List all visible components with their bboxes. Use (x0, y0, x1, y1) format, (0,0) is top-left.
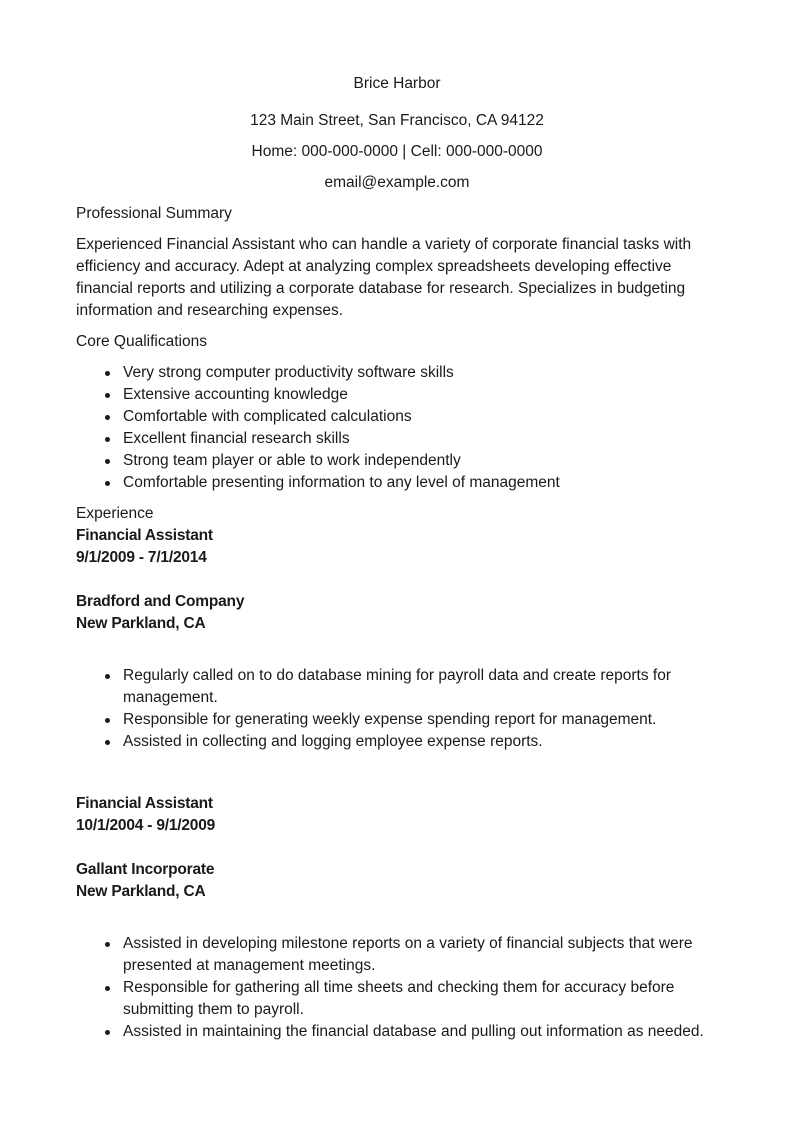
list-item: Comfortable with complicated calculations (123, 406, 726, 428)
job-dates: 9/1/2009 - 7/1/2014 (76, 549, 207, 566)
job-duties (76, 665, 726, 753)
list-item: Strong team player or able to work independently (123, 450, 726, 472)
candidate-name: Brice Harbor (353, 75, 441, 92)
list-item: Responsible for generating weekly expense spending report for management. (123, 709, 726, 731)
list-item: Responsible for gathering all time sheets and checking them for accuracy before submitting them to payroll. (123, 977, 726, 1021)
list-item: Comfortable presenting information to any level of management (123, 472, 726, 494)
summary-heading: Professional Summary (76, 205, 232, 222)
email-line: email@example.com (324, 174, 470, 191)
job-location: New Parkland, CA (76, 615, 206, 632)
list-item: Assisted in collecting and logging employee expense reports. (123, 731, 726, 753)
qualifications-heading: Core Qualifications (76, 333, 207, 350)
list-item: Excellent financial research skills (123, 428, 726, 450)
job-company: Gallant Incorporate (76, 861, 215, 878)
qualifications-list (76, 362, 726, 494)
job-position: Financial Assistant (76, 527, 213, 544)
job-entry (76, 525, 726, 753)
list-item: Very strong computer productivity software skills (123, 362, 726, 384)
job-duties (76, 933, 726, 1043)
job-position: Financial Assistant (76, 795, 213, 812)
resume-page (76, 73, 726, 1043)
list-item: Regularly called on to do database mining for payroll data and create reports for management. (123, 665, 726, 709)
list-item: Extensive accounting knowledge (123, 384, 726, 406)
list-item: Assisted in developing milestone reports on a variety of financial subjects that were presented at management meetings. (123, 933, 726, 977)
address-line: 123 Main Street, San Francisco, CA 94122 (250, 112, 544, 129)
job-location: New Parkland, CA (76, 883, 206, 900)
phone-line: Home: 000-000-0000 | Cell: 000-000-0000 (251, 143, 543, 160)
job-entry (76, 793, 726, 1043)
job-company: Bradford and Company (76, 593, 245, 610)
job-dates: 10/1/2004 - 9/1/2009 (76, 817, 216, 834)
experience-heading: Experience (76, 505, 154, 522)
list-item: Assisted in maintaining the financial database and pulling out information as needed. (123, 1021, 726, 1043)
summary-text: Experienced Financial Assistant who can handle a variety of corporate financial tasks with efficiency and accuracy. Adept at analyzing complex spreadsheets developing effective financial reports and utilizing a corporate database for research. Specializes in budgeting information and researching expenses. (76, 236, 692, 319)
